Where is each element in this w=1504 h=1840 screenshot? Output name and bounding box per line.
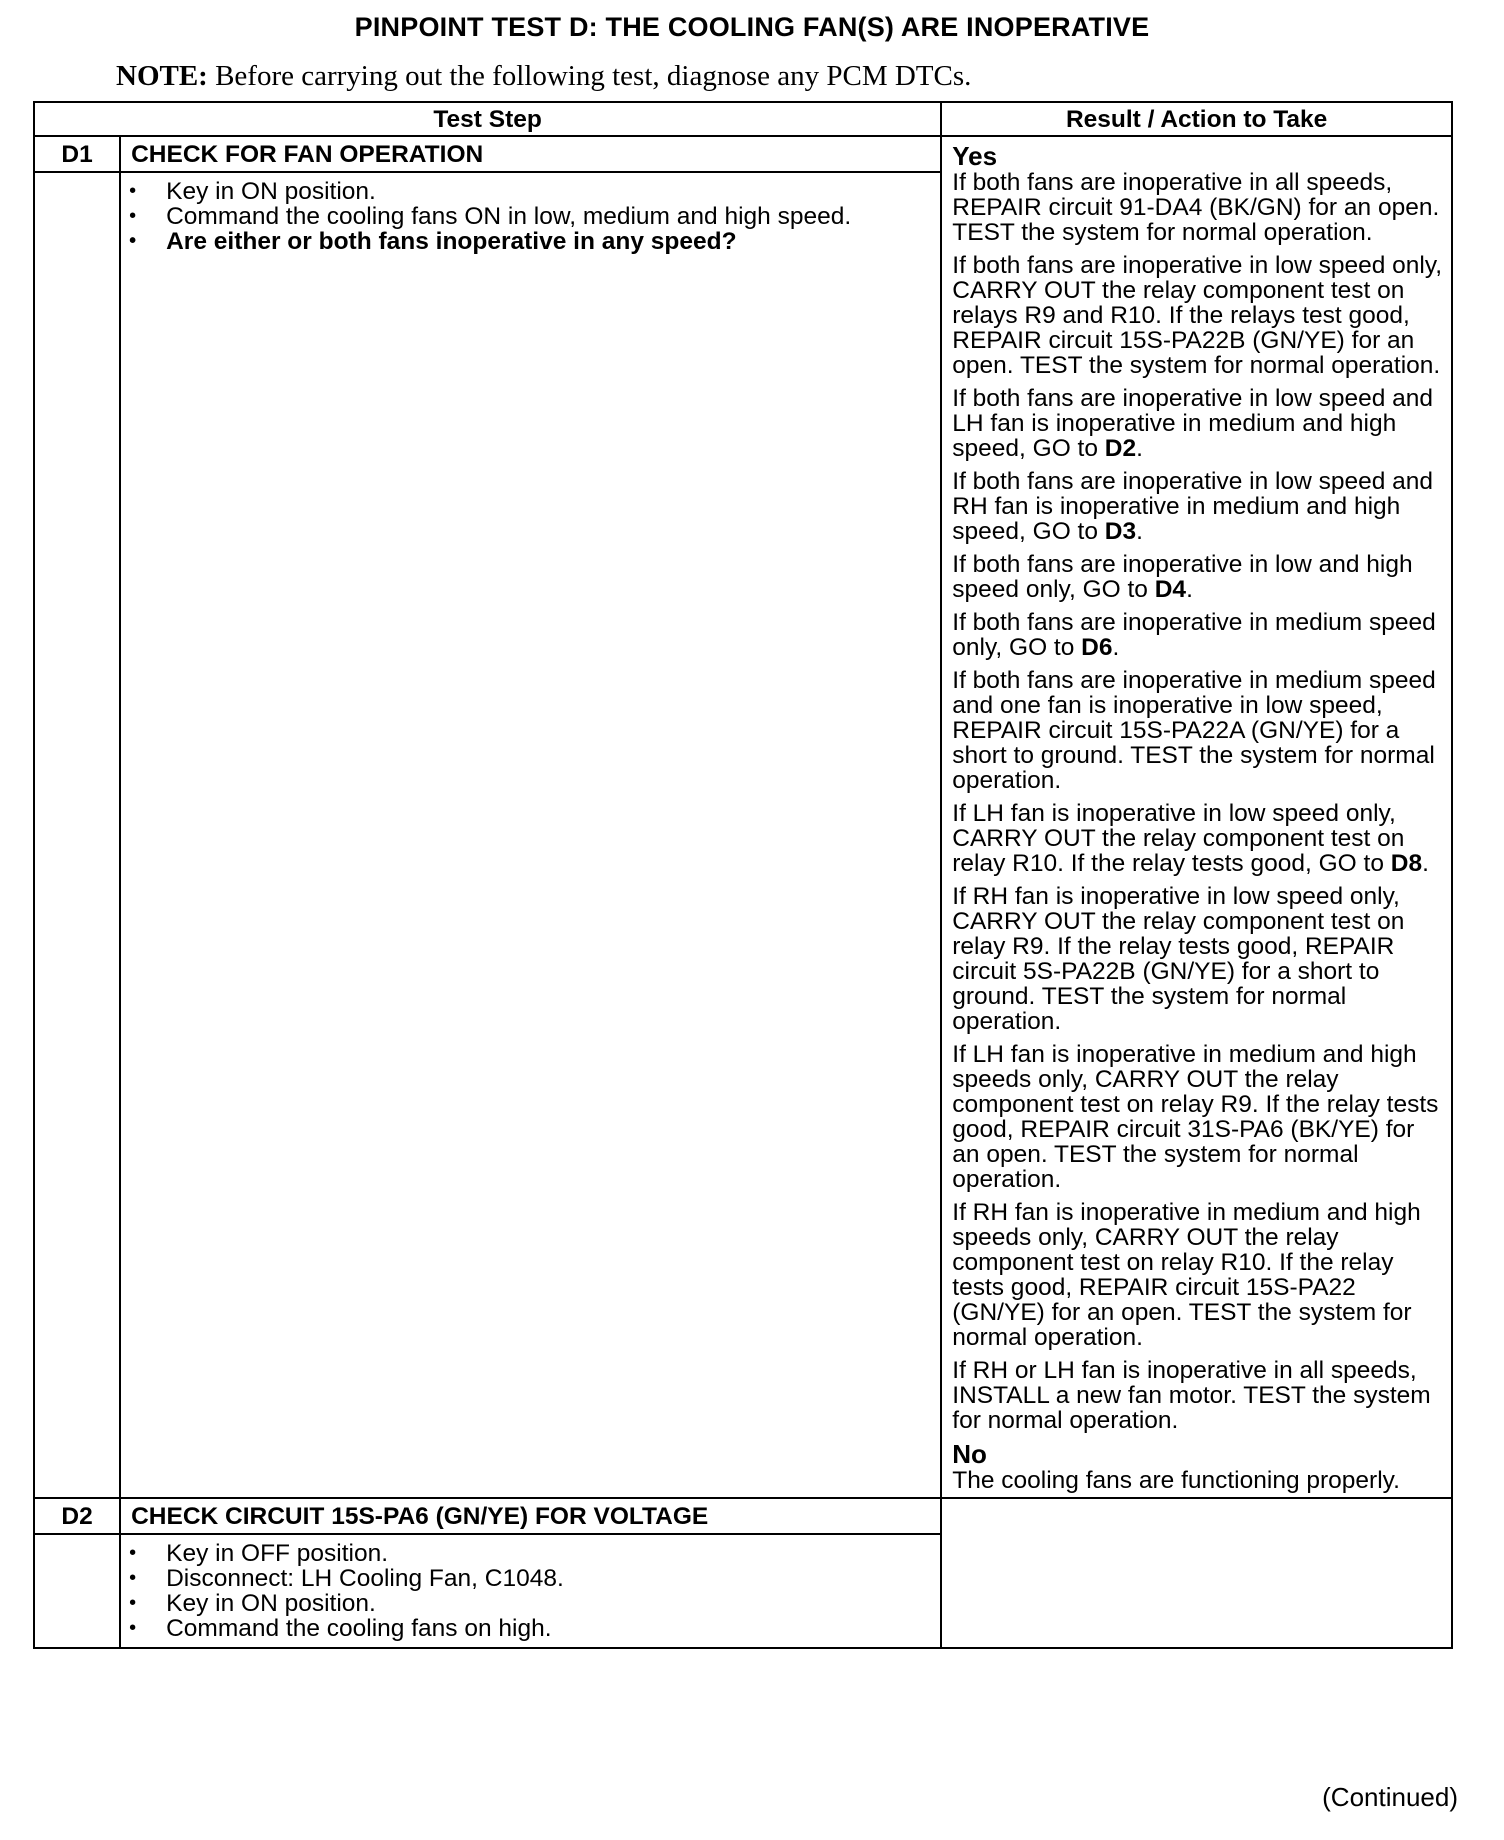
- yes-action-text: If LH fan is inoperative in low speed only, CARRY OUT the relay component test on relay R10. If the relay tests good, GO to: [952, 800, 1405, 877]
- yes-action-item: If both fans are inoperative in low speed and LH fan is inoperative in medium and high speed, GO to D2.: [952, 385, 1434, 462]
- yes-action-item: If LH fan is inoperative in low speed only, CARRY OUT the relay component test on relay R10. If the relay tests good, GO to D8.: [952, 800, 1429, 877]
- yes-action-item: [952, 1358, 1445, 1433]
- yes-action-text: If both fans are inoperative in medium speed and one fan is inoperative in low speed, REPAIR circuit 15S-PA22A (GN/YE) for a short to ground. TEST the system for normal operation.: [952, 667, 1436, 794]
- yes-action-text: If LH fan is inoperative in medium and high speeds only, CARRY OUT the relay component test on relay R9. If the relay tests good, REPAIR circuit 31S-PA6 (BK/YE) for an open. TEST the system for normal operation.: [952, 1041, 1439, 1193]
- action-item: • Key in ON position.: [166, 1591, 940, 1616]
- yes-label: Yes: [952, 141, 998, 171]
- yes-action-item: [952, 1200, 1445, 1350]
- yes-action-item: [952, 253, 1445, 378]
- yes-action-text: If both fans are inoperative in medium speed only, GO to: [952, 609, 1436, 661]
- no-action: The cooling fans are functioning properly.: [952, 1467, 1400, 1494]
- yes-action-item: [952, 668, 1445, 793]
- action-question: • Are either or both fans inoperative in any speed?: [166, 229, 940, 254]
- yes-action-item: If both fans are inoperative in low speed and RH fan is inoperative in medium and high speed, GO to D3.: [952, 468, 1434, 545]
- header-test-step: Test Step: [34, 102, 941, 136]
- goto-step-link[interactable]: D6: [1081, 634, 1113, 661]
- no-label: No: [952, 1439, 987, 1469]
- note-text: Before carrying out the following test, diagnose any PCM DTCs.: [207, 60, 972, 92]
- goto-step-link[interactable]: D2: [1104, 435, 1137, 462]
- continued-label: (Continued): [1322, 1782, 1458, 1812]
- yes-action-item: If both fans are inoperative in medium speed only, GO to D6.: [952, 609, 1436, 661]
- step-actions: [121, 1541, 940, 1641]
- step-spacer: [34, 1534, 120, 1648]
- yes-action-text: If both fans are inoperative in low speed and RH fan is inoperative in medium and high speed, GO to: [952, 468, 1434, 545]
- action-item: • Command the cooling fans ON in low, medium and high speed.: [166, 204, 940, 229]
- yes-action-text: If RH fan is inoperative in low speed only, CARRY OUT the relay component test on relay R9. If the relay tests good, REPAIR circuit 5S-PA22B (GN/YE) for a short to ground. TEST the system for normal operation.: [952, 883, 1405, 1035]
- step-title-row: [34, 1498, 1452, 1534]
- note: [116, 60, 971, 93]
- table-header-row: [34, 102, 1452, 136]
- action-item: • Disconnect: LH Cooling Fan, C1048.: [166, 1566, 940, 1591]
- step-spacer: [34, 172, 120, 1498]
- step-actions-cell: [120, 172, 941, 1498]
- yes-action-text: If both fans are inoperative in all speeds, REPAIR circuit 91-DA4 (BK/GN) for an open. TEST the system for normal operation.: [952, 169, 1440, 246]
- step-title: CHECK FOR FAN OPERATION: [120, 136, 941, 172]
- step-id: D1: [34, 136, 120, 172]
- yes-action-item: [952, 884, 1445, 1034]
- page-title: PINPOINT TEST D: THE COOLING FAN(S) ARE INOPERATIVE: [354, 12, 1150, 42]
- goto-step-link[interactable]: D4: [1154, 576, 1187, 603]
- yes-action-item: [952, 170, 1445, 245]
- pinpoint-test-table: [33, 101, 1453, 1649]
- step-title-row: [34, 136, 1452, 172]
- yes-action-item: If both fans are inoperative in low and high speed only, GO to D4.: [952, 551, 1413, 603]
- header-result-action: Result / Action to Take: [941, 102, 1452, 136]
- action-item: • Command the cooling fans on high.: [166, 1616, 940, 1641]
- step-title: CHECK CIRCUIT 15S-PA6 (GN/YE) FOR VOLTAGE: [120, 1498, 941, 1534]
- yes-action-text: If both fans are inoperative in low speed only, CARRY OUT the relay component test on relays R9 and R10. If the relays test good, REPAIR circuit 15S-PA22B (GN/YE) for an open. TEST the system for normal operation.: [952, 252, 1443, 379]
- yes-action-item: [952, 1042, 1445, 1192]
- action-item: • Key in ON position.: [166, 179, 940, 204]
- yes-action-text: If both fans are inoperative in low speed and LH fan is inoperative in medium and high speed, GO to: [952, 385, 1434, 462]
- yes-action-text: If RH or LH fan is inoperative in all speeds, INSTALL a new fan motor. TEST the system for normal operation.: [952, 1357, 1431, 1434]
- step-actions: [121, 179, 940, 254]
- goto-step-link[interactable]: D3: [1104, 518, 1137, 545]
- step-id: D2: [34, 1498, 120, 1534]
- note-label: NOTE:: [116, 60, 208, 92]
- step-actions-cell: [120, 1534, 941, 1648]
- yes-actions: [952, 170, 1445, 1433]
- goto-step-link[interactable]: D8: [1390, 850, 1423, 877]
- action-item: • Key in OFF position.: [166, 1541, 940, 1566]
- yes-action-text: If RH fan is inoperative in medium and high speeds only, CARRY OUT the relay component test on relay R10. If the relay tests good, REPAIR circuit 15S-PA22 (GN/YE) for an open. TEST the system for normal operation.: [952, 1199, 1421, 1351]
- step-result-cell: [941, 1498, 1452, 1648]
- yes-action-text: If both fans are inoperative in low and high speed only, GO to: [952, 551, 1413, 603]
- step-result-cell: [941, 136, 1452, 1498]
